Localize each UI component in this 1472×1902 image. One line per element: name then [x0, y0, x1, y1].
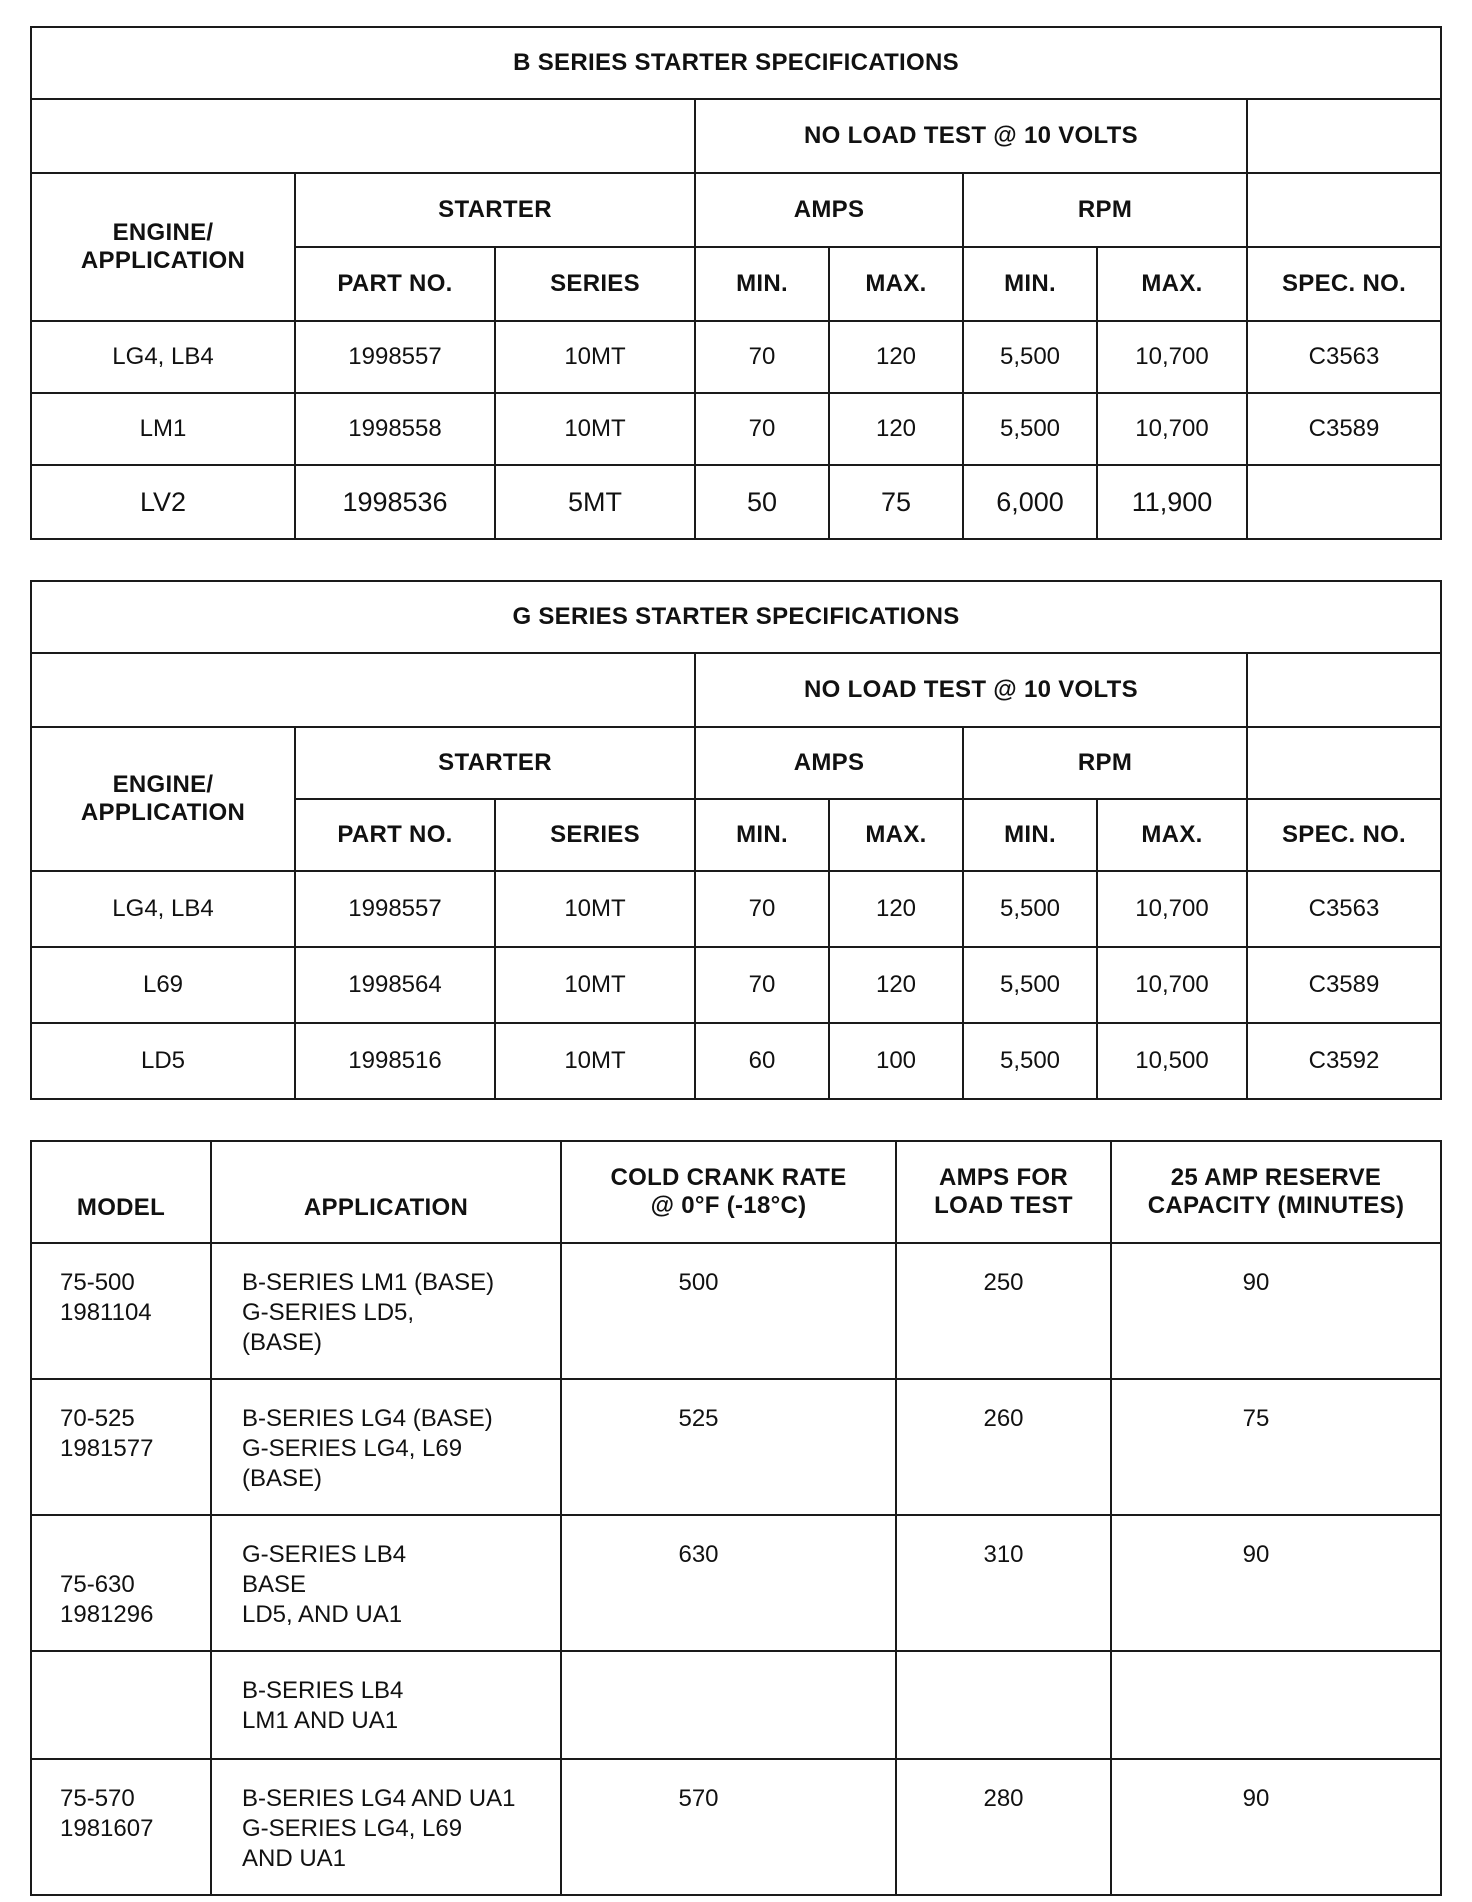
battery-application-cell: B-SERIES LG4 (BASE) G-SERIES LG4, L69 (BASE): [211, 1379, 561, 1515]
table-row: [31, 321, 1441, 393]
battery-table: [30, 1140, 1442, 1896]
battery-model-header: MODEL: [31, 1141, 211, 1243]
battery-reserve-header: 25 AMP RESERVE CAPACITY (MINUTES): [1111, 1141, 1441, 1243]
b-amps-min-cell: 70: [695, 321, 829, 393]
battery-cold-crank-header: COLD CRANK RATE @ 0°F (-18°C): [561, 1141, 896, 1243]
b-amps-min-cell: 50: [695, 465, 829, 539]
g-series-cell: 10MT: [495, 1023, 695, 1099]
g-engine-application-header: ENGINE/ APPLICATION: [31, 727, 295, 871]
b-part-no-cell: 1998557: [295, 321, 495, 393]
b-amps-min-header: MIN.: [695, 247, 829, 321]
battery-amps-load-cell: 260: [896, 1379, 1111, 1515]
table-row: [31, 1243, 1441, 1379]
g-rpm-max-cell: 10,500: [1097, 1023, 1247, 1099]
g-rpm-max-header: MAX.: [1097, 799, 1247, 871]
battery-cold-crank-cell: 570: [561, 1759, 896, 1895]
table-row: [31, 947, 1441, 1023]
b-starter-header: STARTER: [295, 173, 695, 247]
battery-reserve-cell: [1111, 1651, 1441, 1759]
g-rpm-header: RPM: [963, 727, 1247, 799]
b-spec-no-cell: C3563: [1247, 321, 1441, 393]
battery-reserve-cell: 90: [1111, 1515, 1441, 1651]
g-amps-max-header: MAX.: [829, 799, 963, 871]
b-engine-cell: LG4, LB4: [31, 321, 295, 393]
b-spec-no-header: SPEC. NO.: [1247, 247, 1441, 321]
g-part-no-cell: 1998516: [295, 1023, 495, 1099]
g-spec-no-header: SPEC. NO.: [1247, 799, 1441, 871]
battery-model-cell: 70-525 1981577: [31, 1379, 211, 1515]
battery-amps-load-header: AMPS FOR LOAD TEST: [896, 1141, 1111, 1243]
battery-cold-crank-cell: 500: [561, 1243, 896, 1379]
g-rpm-max-cell: 10,700: [1097, 871, 1247, 947]
b-part-no-cell: 1998558: [295, 393, 495, 465]
b-rpm-min-cell: 5,500: [963, 393, 1097, 465]
g-amps-min-cell: 70: [695, 947, 829, 1023]
g-amps-min-cell: 70: [695, 871, 829, 947]
g-amps-max-cell: 120: [829, 871, 963, 947]
table-row: [31, 871, 1441, 947]
b-rpm-max-header: MAX.: [1097, 247, 1247, 321]
g-series-table: [30, 580, 1442, 1100]
table-row: [31, 393, 1441, 465]
b-engine-application-header: ENGINE/ APPLICATION: [31, 173, 295, 321]
g-rpm-min-header: MIN.: [963, 799, 1097, 871]
table-row: [31, 1023, 1441, 1099]
g-starter-header: STARTER: [295, 727, 695, 799]
table-row: [31, 1515, 1441, 1651]
battery-amps-load-cell: 250: [896, 1243, 1111, 1379]
g-engine-cell: LG4, LB4: [31, 871, 295, 947]
table-row: [31, 1651, 1441, 1759]
g-series-title: G SERIES STARTER SPECIFICATIONS: [31, 581, 1441, 653]
g-series-cell: 10MT: [495, 947, 695, 1023]
table-row: [31, 465, 1441, 539]
b-rpm-max-cell: 10,700: [1097, 321, 1247, 393]
battery-application-cell: G-SERIES LB4 BASE LD5, AND UA1: [211, 1515, 561, 1651]
b-amps-max-cell: 75: [829, 465, 963, 539]
battery-model-cell: 75-500 1981104: [31, 1243, 211, 1379]
battery-amps-load-cell: 310: [896, 1515, 1111, 1651]
g-engine-cell: LD5: [31, 1023, 295, 1099]
g-series-cell: 10MT: [495, 871, 695, 947]
b-rpm-max-cell: 11,900: [1097, 465, 1247, 539]
b-rpm-header: RPM: [963, 173, 1247, 247]
b-part-no-header: PART NO.: [295, 247, 495, 321]
b-rpm-min-cell: 6,000: [963, 465, 1097, 539]
battery-amps-load-cell: [896, 1651, 1111, 1759]
battery-application-cell: B-SERIES LB4 LM1 AND UA1: [211, 1651, 561, 1759]
g-part-no-cell: 1998564: [295, 947, 495, 1023]
battery-model-cell: 75-630 1981296: [31, 1515, 211, 1651]
battery-reserve-cell: 75: [1111, 1379, 1441, 1515]
g-part-no-header: PART NO.: [295, 799, 495, 871]
battery-cold-crank-cell: 630: [561, 1515, 896, 1651]
b-rpm-max-cell: 10,700: [1097, 393, 1247, 465]
b-blank-header-right: [1247, 99, 1441, 173]
g-spec-no-cell: C3592: [1247, 1023, 1441, 1099]
b-blank-header: [31, 99, 695, 173]
g-engine-cell: L69: [31, 947, 295, 1023]
g-rpm-min-cell: 5,500: [963, 1023, 1097, 1099]
b-series-cell: 10MT: [495, 321, 695, 393]
b-spec-no-cell: C3589: [1247, 393, 1441, 465]
g-amps-min-header: MIN.: [695, 799, 829, 871]
g-rpm-max-cell: 10,700: [1097, 947, 1247, 1023]
b-engine-cell: LV2: [31, 465, 295, 539]
g-part-no-cell: 1998557: [295, 871, 495, 947]
b-rpm-min-header: MIN.: [963, 247, 1097, 321]
battery-application-header: APPLICATION: [211, 1141, 561, 1243]
g-no-load-test-header: NO LOAD TEST @ 10 VOLTS: [695, 653, 1247, 727]
g-blank-header-right-2: [1247, 727, 1441, 799]
g-amps-max-cell: 120: [829, 947, 963, 1023]
battery-reserve-cell: 90: [1111, 1759, 1441, 1895]
b-rpm-min-cell: 5,500: [963, 321, 1097, 393]
g-series-col-header: SERIES: [495, 799, 695, 871]
battery-application-cell: B-SERIES LM1 (BASE) G-SERIES LD5, (BASE): [211, 1243, 561, 1379]
g-blank-header-right: [1247, 653, 1441, 727]
table-row: [31, 1379, 1441, 1515]
b-series-title: B SERIES STARTER SPECIFICATIONS: [31, 27, 1441, 99]
battery-application-cell: B-SERIES LG4 AND UA1 G-SERIES LG4, L69 AND UA1: [211, 1759, 561, 1895]
table-row: [31, 1759, 1441, 1895]
g-amps-header: AMPS: [695, 727, 963, 799]
g-amps-max-cell: 100: [829, 1023, 963, 1099]
battery-cold-crank-cell: [561, 1651, 896, 1759]
g-rpm-min-cell: 5,500: [963, 947, 1097, 1023]
b-amps-min-cell: 70: [695, 393, 829, 465]
b-blank-header-right-2: [1247, 173, 1441, 247]
g-spec-no-cell: C3589: [1247, 947, 1441, 1023]
g-blank-header: [31, 653, 695, 727]
battery-model-cell: 75-570 1981607: [31, 1759, 211, 1895]
b-spec-no-cell: [1247, 465, 1441, 539]
battery-model-cell: [31, 1651, 211, 1759]
g-rpm-min-cell: 5,500: [963, 871, 1097, 947]
battery-amps-load-cell: 280: [896, 1759, 1111, 1895]
b-series-cell: 5MT: [495, 465, 695, 539]
b-series-col-header: SERIES: [495, 247, 695, 321]
b-amps-header: AMPS: [695, 173, 963, 247]
b-part-no-cell: 1998536: [295, 465, 495, 539]
b-series-cell: 10MT: [495, 393, 695, 465]
b-amps-max-header: MAX.: [829, 247, 963, 321]
battery-reserve-cell: 90: [1111, 1243, 1441, 1379]
b-amps-max-cell: 120: [829, 393, 963, 465]
b-series-table: [30, 26, 1442, 540]
g-spec-no-cell: C3563: [1247, 871, 1441, 947]
b-engine-cell: LM1: [31, 393, 295, 465]
b-amps-max-cell: 120: [829, 321, 963, 393]
b-no-load-test-header: NO LOAD TEST @ 10 VOLTS: [695, 99, 1247, 173]
g-amps-min-cell: 60: [695, 1023, 829, 1099]
battery-cold-crank-cell: 525: [561, 1379, 896, 1515]
